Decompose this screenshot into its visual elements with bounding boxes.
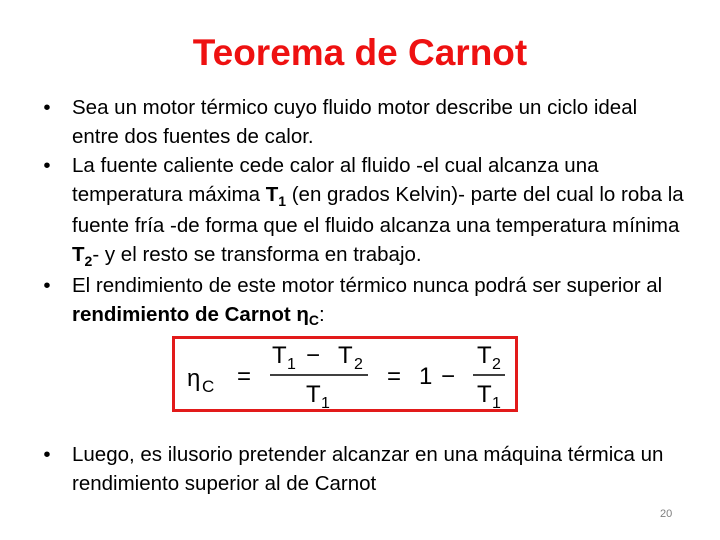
formula-eta: η	[187, 365, 201, 392]
bullet-item-4	[36, 440, 720, 498]
t2-subscript: 2	[84, 253, 93, 269]
bullet-item-3	[36, 271, 686, 331]
formula-one: 1	[419, 363, 433, 390]
bullet-text-end: - y el resto se transforma en trabajo.	[92, 243, 422, 266]
t2-symbol: T	[72, 243, 85, 266]
formula-minus-2: −	[441, 363, 456, 390]
bullet-dot-icon: •	[43, 96, 51, 119]
bullet-dot-icon: •	[43, 443, 51, 466]
formula-num-t1: T	[272, 342, 287, 369]
bullet-item-1	[36, 93, 686, 151]
bullet-text: Luego, es ilusorio pretender alcanzar en una máquina térmica un rendimiento superior al de Carnot	[72, 443, 664, 495]
eta-symbol: η	[296, 303, 309, 326]
formula-eta-sub: C	[202, 377, 215, 396]
formula-minus-1: −	[306, 342, 321, 369]
formula-equals-2: =	[387, 363, 402, 390]
bullet-text-cont: (en grados Kelvin)- parte del cual lo roba la fuente fría -de forma que el fluido alcanza una temperatura mínima	[72, 183, 684, 237]
carnot-formula	[175, 339, 515, 409]
formula-num2-t2: T	[477, 342, 492, 369]
bullet-colon: :	[319, 303, 325, 326]
formula-equals-1: =	[237, 363, 252, 390]
bullet-text: La fuente caliente cede calor al fluido -el cual alcanza una temperatura máxima	[72, 154, 599, 206]
formula-den2-t1: T	[477, 381, 492, 408]
t1-subscript: 1	[278, 193, 287, 209]
formula-den-t1-sub: 1	[321, 395, 330, 409]
carnot-formula-box	[172, 336, 518, 412]
bullet-list	[36, 93, 686, 331]
slide-title: Teorema de Carnot	[192, 32, 528, 73]
carnot-efficiency-label: rendimiento de Carnot	[72, 303, 297, 326]
bullet-dot-icon: •	[43, 154, 51, 177]
eta-subscript: C	[308, 312, 320, 328]
formula-den-t1: T	[306, 381, 321, 408]
t1-symbol: T	[265, 183, 279, 206]
formula-num-t2: T	[338, 342, 353, 369]
formula-den2-t1-sub: 1	[492, 395, 501, 409]
formula-num-t1-sub: 1	[287, 356, 296, 373]
bullet-text: El rendimiento de este motor térmico nunca podrá ser superior al	[72, 274, 663, 297]
page-number: 20	[660, 508, 673, 520]
bullet-dot-icon: •	[43, 274, 51, 297]
bullet-item-2	[36, 151, 686, 271]
formula-num2-t2-sub: 2	[492, 356, 501, 373]
bullet-text: Sea un motor térmico cuyo fluido motor describe un ciclo ideal entre dos fuentes de calor.	[72, 96, 638, 148]
formula-num-t2-sub: 2	[354, 356, 363, 373]
